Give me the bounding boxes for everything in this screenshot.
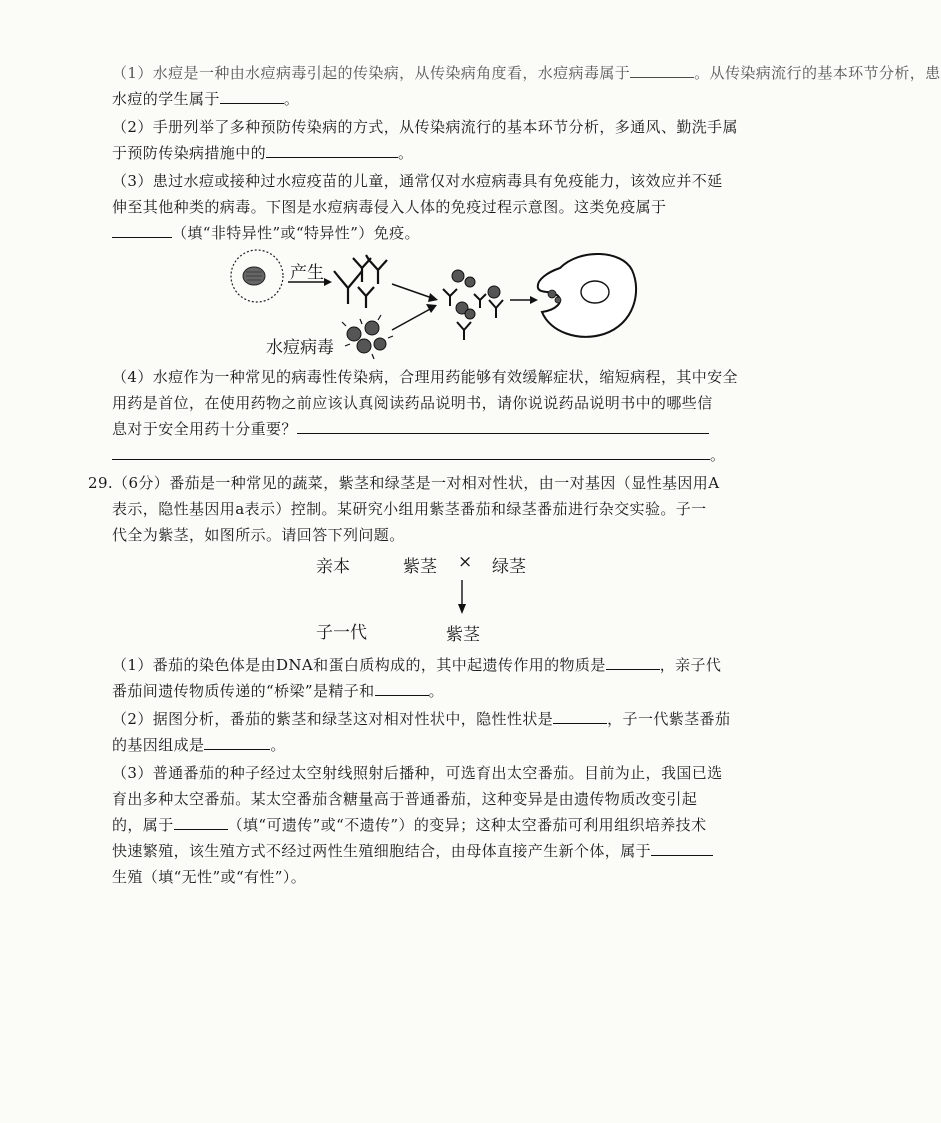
q28-p3-line2: 伸至其他种类的病毒。下图是水痘病毒侵入人体的免疫过程示意图。这类免疫属于 — [112, 198, 667, 216]
q29-p2-line2: 的基因组成是 。 — [112, 736, 286, 754]
answer-blank[interactable] — [174, 814, 228, 830]
produce-label: 产生 — [290, 263, 324, 283]
q29-stem-line2: 表示，隐性基因用a表示）控制。某研究小组用紫茎番茄和绿茎番茄进行杂交实验。子一 — [112, 500, 707, 518]
answer-blank[interactable] — [606, 654, 660, 670]
q28-p4-line4: 。 — [112, 444, 725, 466]
f1-purple-stem: 紫茎 — [446, 625, 480, 645]
q28-p3-line3: （填“非特异性”或“特异性”）免疫。 — [112, 222, 420, 244]
q29-p3-line2: 育出多种太空番茄。某太空番茄含糖量高于普通番茄，这种变异是由遗传物质改变引起 — [112, 790, 698, 808]
q28-p4-line3: 息对于安全用药十分重要？ — [112, 418, 709, 440]
q29-stem-line3: 代全为紫茎，如图所示。请回答下列问题。 — [112, 526, 405, 544]
q29-p2-line1: （2）据图分析，番茄的紫茎和绿茎这对相对性状中，隐性性状是 ，子一代紫茎番茄 — [112, 710, 731, 728]
cutoff-line: （1）水痘是一种由水痘病毒引起的传染病，从传染病角度看，水痘病毒属于 。从传染病流行的基本环节分析，患 — [112, 64, 941, 82]
parent-purple-stem: 紫茎 — [403, 557, 437, 577]
q28-p4-line1: （4）水痘作为一种常见的病毒性传染病，合理用药能够有效缓解症状，缩短病程，其中安全 — [112, 368, 738, 386]
q28-p2-line2: 于预防传染病措施中的 。 — [112, 144, 414, 162]
q29-p3-line3: 的，属于 （填“可遗传”或“不遗传”）的变异；这种太空番茄可利用组织培养技术 — [112, 816, 707, 834]
answer-blank[interactable] — [204, 734, 270, 750]
q28-p2-line1: （2）手册列举了多种预防传染病的方式，从传染病流行的基本环节分析，多通风、勤洗手属 — [112, 118, 738, 136]
q29-p1-line1: （1）番茄的染色体是由DNA和蛋白质构成的，其中起遗传作用的物质是 ，亲子代 — [112, 656, 722, 674]
parent-label: 亲本 — [316, 557, 350, 577]
answer-blank[interactable] — [651, 840, 713, 856]
q29-stem-line1: 29.（6分）番茄是一种常见的蔬菜，紫茎和绿茎是一对相对性状，由一对基因（显性基因用A — [88, 474, 720, 492]
q28-p1-line: 水痘的学生属于 。 — [112, 90, 300, 108]
cutoff-text: （1）水痘是一种由水痘病毒引起的传染病，从传染病角度看，水痘病毒属于 — [112, 64, 631, 82]
cross-symbol: × — [458, 552, 473, 572]
answer-blank[interactable] — [553, 708, 607, 724]
q28-p4-line2: 用药是首位，在使用药物之前应该认真阅读药品说明书，请你说说药品说明书中的哪些信 — [112, 394, 713, 412]
q29-p3-line5: 生殖（填“无性”或“有性”）。 — [112, 868, 307, 886]
q29-p3-line1: （3）普通番茄的种子经过太空射线照射后播种，可选育出太空番茄。目前为止，我国已选 — [112, 764, 723, 782]
parent-green-stem: 绿茎 — [492, 557, 526, 577]
f1-label: 子一代 — [316, 623, 367, 643]
q29-p1-line2: 番茄间遗传物质传递的“桥梁”是精子和 。 — [112, 682, 444, 700]
q28-p3-line1: （3）患过水痘或接种过水痘疫苗的儿童，通常仅对水痘病毒具有免疫能力，该效应并不延 — [112, 172, 723, 190]
virus-label: 水痘病毒 — [266, 338, 334, 358]
answer-blank[interactable] — [375, 680, 429, 696]
q29-p3-line4: 快速繁殖，该生殖方式不经过两性生殖细胞结合，由母体直接产生新个体，属于 — [112, 840, 713, 862]
